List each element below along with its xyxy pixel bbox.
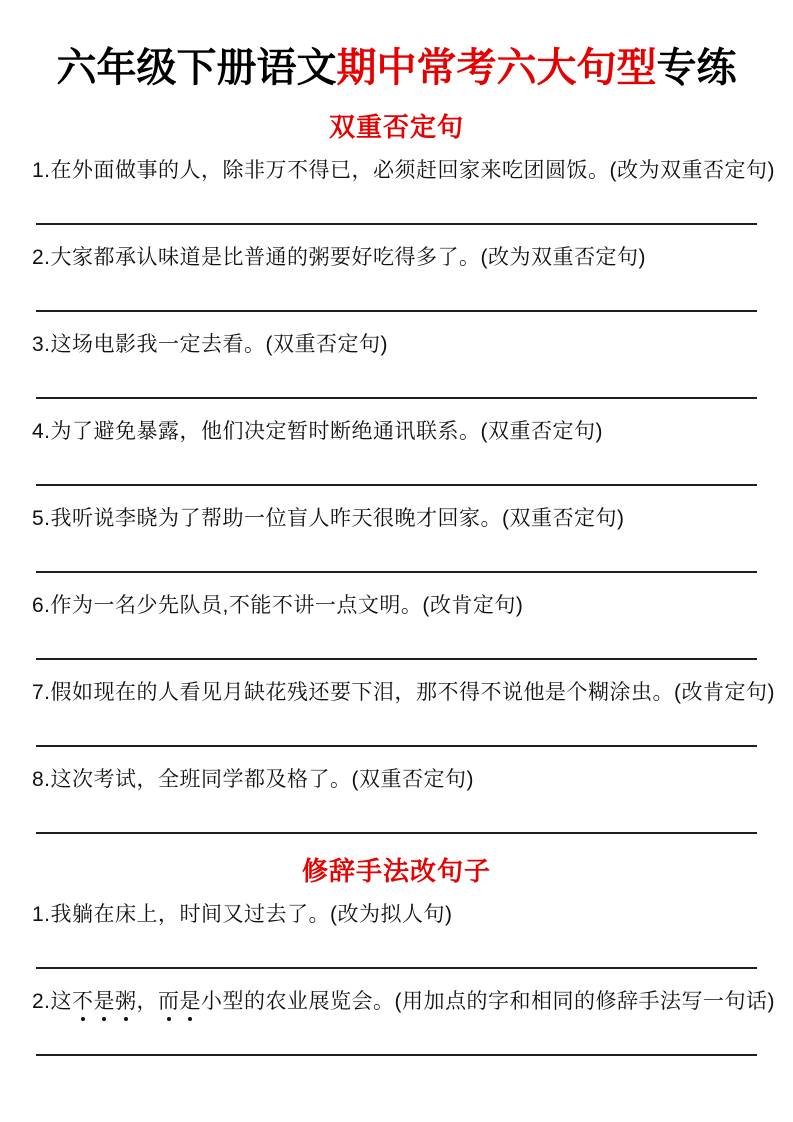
answer-line [36, 310, 757, 312]
title-prefix: 六年级下册语文 [56, 46, 337, 90]
emphasized-character: 而 [158, 990, 180, 1013]
question-item [32, 419, 761, 486]
question-text: 7.假如现在的人看见月缺花残还要下泪，那不得不说他是个糊涂虫。(改肯定句) [32, 681, 775, 704]
answer-line [36, 745, 757, 747]
question-text: 8.这次考试，全班同学都及格了。(双重否定句) [32, 768, 474, 791]
emphasized-character: 粥 [115, 990, 137, 1013]
answer-line [36, 223, 757, 225]
question-item [32, 767, 761, 834]
question-text: 1.我躺在床上，时间又过去了。(改为拟人句) [32, 903, 453, 926]
question-text-with-emphasis-dots: 2.这不是粥，而是小型的农业展览会。(用加点的字和相同的修辞手法写一句话) [32, 990, 775, 1013]
section-rhetoric [32, 854, 775, 1056]
answer-line [36, 658, 757, 660]
section-double-negative [32, 110, 775, 834]
question-item [32, 158, 775, 225]
section-heading-double-negative: 双重否定句 [328, 112, 464, 142]
question-text: 1.在外面做事的人，除非万不得已，必须赶回家来吃团圆饭。(改为双重否定句) [32, 159, 775, 182]
question-item [32, 245, 761, 312]
question-text: 2.大家都承认味道是比普通的粥要好吃得多了。(改为双重否定句) [32, 246, 646, 269]
answer-line [36, 397, 757, 399]
question-item [32, 989, 775, 1056]
question-text: 4.为了避免暴露，他们决定暂时断绝通讯联系。(双重否定句) [32, 420, 603, 443]
answer-line [36, 484, 757, 486]
emphasized-character: 不 [72, 990, 94, 1013]
title-suffix: 专练 [656, 46, 737, 90]
answer-line [36, 967, 757, 969]
emphasized-character: 是 [93, 990, 116, 1013]
question-item [32, 506, 761, 573]
worksheet-page [0, 44, 793, 1122]
question-text: 6.作为一名少先队员,不能不讲一点文明。(改肯定句) [32, 594, 524, 617]
question-item [32, 902, 761, 969]
answer-line [36, 832, 757, 834]
page-title [32, 44, 761, 92]
question-item [32, 680, 775, 747]
title-highlight: 期中常考六大句型 [336, 46, 657, 90]
question-text: 3.这场电影我一定去看。(双重否定句) [32, 333, 388, 356]
question-item [32, 332, 761, 399]
question-text: 5.我听说李晓为了帮助一位盲人昨天很晚才回家。(双重否定句) [32, 507, 625, 530]
emphasized-character: 是 [179, 990, 202, 1013]
question-item [32, 593, 761, 660]
answer-line [36, 571, 757, 573]
section-heading-rhetoric: 修辞手法改句子 [301, 856, 491, 886]
answer-line [36, 1054, 757, 1056]
